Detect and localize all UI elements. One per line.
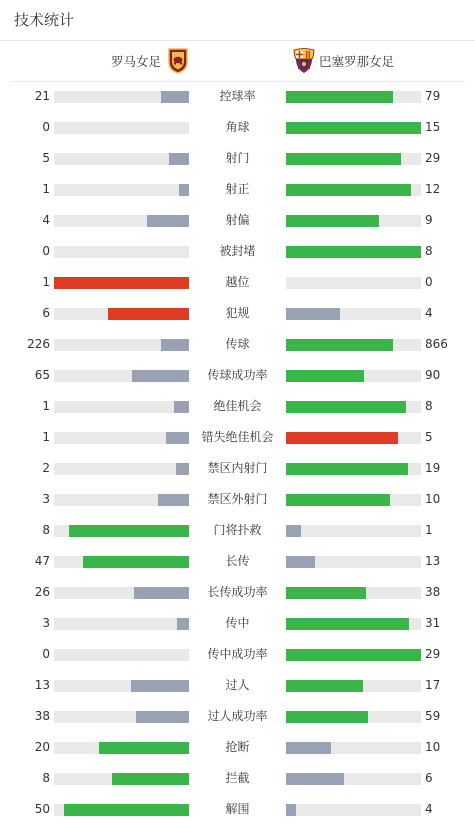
home-bar — [54, 308, 189, 320]
home-value: 4 — [42, 213, 50, 227]
home-value: 8 — [42, 523, 50, 537]
stat-label: 禁区内射门 — [207, 461, 268, 475]
stat-label: 越位 — [225, 275, 250, 289]
away-bar — [286, 525, 421, 537]
stat-label: 角球 — [225, 120, 250, 134]
home-value: 21 — [34, 89, 50, 103]
away-bar — [286, 649, 421, 661]
stat-row — [0, 329, 475, 360]
home-value: 226 — [27, 337, 50, 351]
stat-label: 绝佳机会 — [213, 399, 262, 413]
stat-label: 抢断 — [225, 740, 250, 754]
home-value: 6 — [42, 306, 50, 320]
stat-label: 错失绝佳机会 — [201, 430, 274, 444]
home-value: 5 — [42, 151, 50, 165]
stat-row — [0, 236, 475, 267]
away-bar-fill — [286, 339, 393, 351]
away-bar — [286, 463, 421, 475]
home-bar-fill — [161, 339, 189, 351]
away-bar-fill — [286, 773, 344, 785]
away-bar-fill — [286, 308, 340, 320]
home-value: 1 — [42, 182, 50, 196]
home-value: 13 — [34, 678, 50, 692]
away-value: 19 — [425, 461, 441, 475]
home-value: 8 — [42, 771, 50, 785]
home-bar — [54, 370, 189, 382]
away-bar — [286, 308, 421, 320]
stat-row — [0, 732, 475, 763]
away-value: 10 — [425, 740, 441, 754]
away-team[interactable] — [292, 49, 394, 73]
home-bar — [54, 618, 189, 630]
home-bar-fill — [166, 432, 189, 444]
away-bar-fill — [286, 91, 393, 103]
home-bar-fill — [99, 742, 189, 754]
away-bar — [286, 680, 421, 692]
home-bar-fill — [177, 618, 189, 630]
away-bar-fill — [286, 587, 366, 599]
away-bar — [286, 556, 421, 568]
away-value: 29 — [425, 647, 441, 661]
away-bar — [286, 246, 421, 258]
home-bar — [54, 432, 189, 444]
away-value: 17 — [425, 678, 441, 692]
away-value: 4 — [425, 802, 433, 816]
away-bar — [286, 401, 421, 413]
away-bar — [286, 215, 421, 227]
away-value: 8 — [425, 399, 433, 413]
stat-label: 长传 — [225, 554, 250, 568]
home-bar — [54, 277, 189, 289]
stat-row — [0, 143, 475, 174]
home-value: 0 — [42, 120, 50, 134]
home-bar — [54, 215, 189, 227]
away-team-name: 巴塞罗那女足 — [319, 54, 395, 69]
stat-row — [0, 577, 475, 608]
away-bar-fill — [286, 122, 421, 134]
away-bar — [286, 91, 421, 103]
home-bar — [54, 804, 189, 816]
home-bar-fill — [112, 773, 189, 785]
stat-row — [0, 422, 475, 453]
away-value: 90 — [425, 368, 441, 382]
away-value: 31 — [425, 616, 441, 630]
home-bar — [54, 773, 189, 785]
stat-label: 射偏 — [225, 213, 250, 227]
away-value: 59 — [425, 709, 441, 723]
home-team-name: 罗马女足 — [111, 54, 162, 69]
away-bar — [286, 618, 421, 630]
home-bar — [54, 525, 189, 537]
away-bar-fill — [286, 618, 409, 630]
away-value: 29 — [425, 151, 441, 165]
away-bar — [286, 494, 421, 506]
home-bar — [54, 587, 189, 599]
home-value: 3 — [42, 492, 50, 506]
away-bar-fill — [286, 711, 368, 723]
stat-label: 过人成功率 — [207, 709, 268, 723]
away-bar-fill — [286, 804, 296, 816]
away-bar — [286, 370, 421, 382]
barcelona-crest-icon — [292, 48, 314, 74]
home-bar — [54, 556, 189, 568]
home-bar — [54, 649, 189, 661]
away-bar-fill — [286, 556, 315, 568]
home-value: 2 — [42, 461, 50, 475]
home-value: 26 — [34, 585, 50, 599]
stat-row — [0, 298, 475, 329]
away-bar-fill — [286, 649, 421, 661]
home-value: 0 — [42, 244, 50, 258]
home-bar-fill — [131, 680, 189, 692]
home-bar — [54, 339, 189, 351]
home-value: 3 — [42, 616, 50, 630]
home-value: 1 — [42, 275, 50, 289]
stat-label: 射门 — [225, 151, 250, 165]
home-bar-fill — [174, 401, 189, 413]
away-bar-fill — [286, 742, 331, 754]
stat-row — [0, 639, 475, 670]
stats-list — [0, 81, 475, 825]
home-bar — [54, 401, 189, 413]
home-bar-fill — [176, 463, 189, 475]
home-value: 20 — [34, 740, 50, 754]
team-header — [10, 41, 465, 82]
stat-row — [0, 546, 475, 577]
away-bar — [286, 742, 421, 754]
away-bar-fill — [286, 401, 406, 413]
away-value: 1 — [425, 523, 433, 537]
stat-row — [0, 205, 475, 236]
away-value: 10 — [425, 492, 441, 506]
home-bar-fill — [64, 804, 189, 816]
away-bar-fill — [286, 494, 390, 506]
home-bar-fill — [158, 494, 189, 506]
home-bar — [54, 184, 189, 196]
away-value: 13 — [425, 554, 441, 568]
away-value: 4 — [425, 306, 433, 320]
away-value: 15 — [425, 120, 441, 134]
stat-label: 传中成功率 — [207, 647, 268, 661]
home-bar — [54, 122, 189, 134]
stat-label: 禁区外射门 — [207, 492, 268, 506]
stat-row — [0, 81, 475, 112]
home-bar — [54, 742, 189, 754]
home-bar — [54, 463, 189, 475]
away-bar — [286, 804, 421, 816]
away-bar — [286, 587, 421, 599]
away-value: 6 — [425, 771, 433, 785]
stat-label: 传球成功率 — [207, 368, 268, 382]
home-bar-fill — [69, 525, 189, 537]
away-bar — [286, 277, 421, 289]
home-bar-fill — [161, 91, 189, 103]
home-team[interactable] — [111, 49, 189, 73]
away-value: 0 — [425, 275, 433, 289]
away-bar — [286, 339, 421, 351]
stat-label: 解围 — [225, 802, 250, 816]
stat-label: 控球率 — [219, 89, 256, 103]
away-bar-fill — [286, 463, 408, 475]
away-value: 5 — [425, 430, 433, 444]
home-bar-fill — [179, 184, 189, 196]
stat-label: 拦截 — [225, 771, 250, 785]
away-value: 9 — [425, 213, 433, 227]
home-bar-fill — [136, 711, 189, 723]
away-bar-fill — [286, 432, 398, 444]
away-bar — [286, 153, 421, 165]
away-bar-fill — [286, 246, 421, 258]
home-value: 65 — [34, 368, 50, 382]
stat-row — [0, 267, 475, 298]
stat-row — [0, 670, 475, 701]
stat-row — [0, 360, 475, 391]
home-bar — [54, 246, 189, 258]
stat-label: 被封堵 — [219, 244, 256, 258]
home-value: 1 — [42, 430, 50, 444]
away-value: 12 — [425, 182, 441, 196]
away-bar-fill — [286, 153, 401, 165]
stat-label: 过人 — [225, 678, 250, 692]
stat-row — [0, 763, 475, 794]
stat-label: 长传成功率 — [207, 585, 268, 599]
home-value: 1 — [42, 399, 50, 413]
away-bar-fill — [286, 525, 301, 537]
home-bar-fill — [108, 308, 189, 320]
stat-row — [0, 453, 475, 484]
home-bar — [54, 494, 189, 506]
away-value: 79 — [425, 89, 441, 103]
home-value: 38 — [34, 709, 50, 723]
home-bar-fill — [169, 153, 189, 165]
stat-label: 传中 — [225, 616, 250, 630]
stat-row — [0, 515, 475, 546]
home-bar — [54, 153, 189, 165]
away-bar-fill — [286, 215, 379, 227]
away-value: 866 — [425, 337, 448, 351]
stat-label: 犯规 — [225, 306, 250, 320]
stat-row — [0, 391, 475, 422]
home-bar-fill — [54, 277, 189, 289]
stat-label: 门将扑救 — [213, 523, 262, 537]
stat-row — [0, 484, 475, 515]
home-value: 0 — [42, 647, 50, 661]
away-bar-fill — [286, 680, 363, 692]
away-bar — [286, 773, 421, 785]
away-value: 38 — [425, 585, 441, 599]
home-bar-fill — [134, 587, 189, 599]
home-bar-fill — [83, 556, 189, 568]
away-bar — [286, 711, 421, 723]
stat-row — [0, 112, 475, 143]
away-bar-fill — [286, 184, 411, 196]
home-bar — [54, 711, 189, 723]
away-bar — [286, 432, 421, 444]
home-bar-fill — [147, 215, 189, 227]
stat-label: 传球 — [225, 337, 250, 351]
stat-row — [0, 794, 475, 825]
home-bar-fill — [132, 370, 189, 382]
away-bar — [286, 184, 421, 196]
page-title: 技术统计 — [0, 0, 475, 41]
stat-row — [0, 701, 475, 732]
away-bar-fill — [286, 370, 364, 382]
home-bar — [54, 91, 189, 103]
stat-row — [0, 608, 475, 639]
home-value: 50 — [34, 802, 50, 816]
home-value: 47 — [34, 554, 50, 568]
roma-crest-icon — [167, 48, 189, 74]
home-bar — [54, 680, 189, 692]
away-value: 8 — [425, 244, 433, 258]
away-bar — [286, 122, 421, 134]
stat-row — [0, 174, 475, 205]
stat-label: 射正 — [225, 182, 250, 196]
